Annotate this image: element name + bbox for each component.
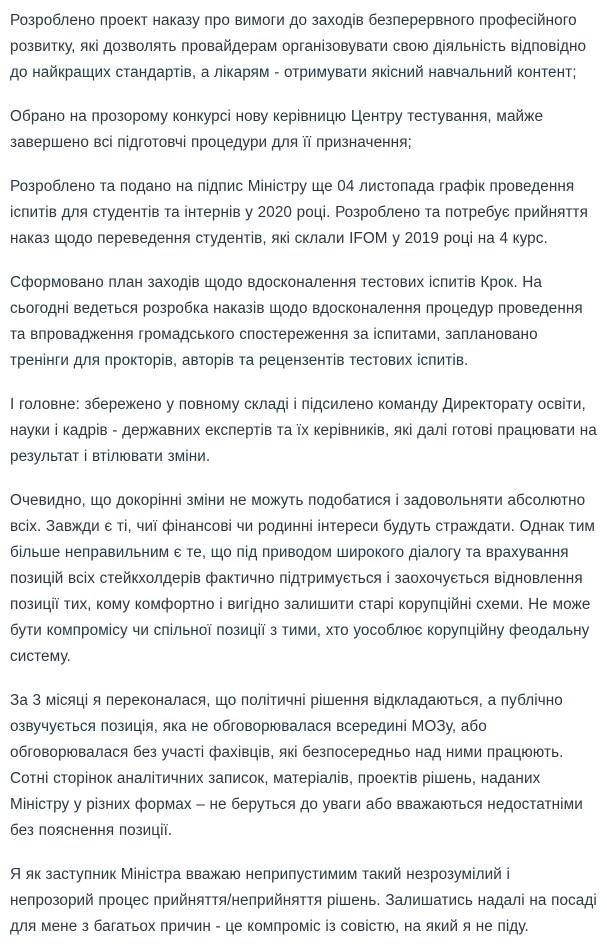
paragraph: Розроблено та подано на підпис Міністру ще 04 листопада графік проведення іспитів для студентів та інтернів у 2020 році. Розроблено та потребує прийняття наказ щодо переведення студентів, які склали IFOM у 2019 році на 4 курс. — [10, 178, 588, 247]
paragraph: І головне: збережено у повному складі і підсилено команду Директорату освіти, науки і кадрів - державних експертів та їх керівників, які далі готові працювати на результат і втілювати зміни. — [10, 396, 597, 465]
paragraph: Розроблено проект наказу про вимоги до заходів безперервного професійного розвитку, які дозволять провайдерам організовувати свою діяльність відповідно до найкращих стандартів, а лікарям - отримувати якісний навчальний контент; — [10, 12, 587, 81]
paragraph: Обрано на прозорому конкурсі нову керівницю Центру тестування, майже завершено всі підготовчі процедури для її призначення; — [10, 108, 544, 151]
paragraph: Я як заступник Міністра вважаю неприпустимим такий незрозумілий і непрозорий процес прийняття/неприйняття рішень. Залишатись надалі на посаді для мене з багатьох причин - це компроміс із совістю, на який я не піду. — [10, 866, 597, 935]
paragraph: За 3 місяці я переконалася, що політичні рішення відкладаються, а публічно озвучується позиція, яка не обговорювалася всередині МОЗу, або обговорювалася без участі фахівців, які безпосередньо над ними працюють. Сотні сторінок аналітичних записок, матеріалів, проектів рішень, наданих Міністру у різних формах – не беруться до уваги або вважаються недостатніми без пояснення позиції. — [10, 692, 583, 839]
paragraph: Очевидно, що докорінні зміни не можуть подобатися і задовольняти абсолютно всіх. Завжди є ті, чиї фінансові чи родинні інтереси будуть страждати. Однак тим більше неправильним є те, що під приводом широкого діалогу та врахування позицій всіх стейкхолдерів фактично підтримується і заохочується відновлення позиції тих, кому комфортно і вигідно залишити старі корупційні схеми. Не може бути компромісу чи спільної позиції з тими, хто уособлює корупційну феодальну систему. — [10, 492, 596, 665]
paragraph: Сформовано план заходів щодо вдосконалення тестових іспитів Крок. На сьогодні ведеться розробка наказів щодо вдосконалення процедур проведення та впровадження громадського спостереження за іспитами, заплановано тренінги для прокторів, авторів та рецензентів тестових іспитів. — [10, 274, 583, 369]
